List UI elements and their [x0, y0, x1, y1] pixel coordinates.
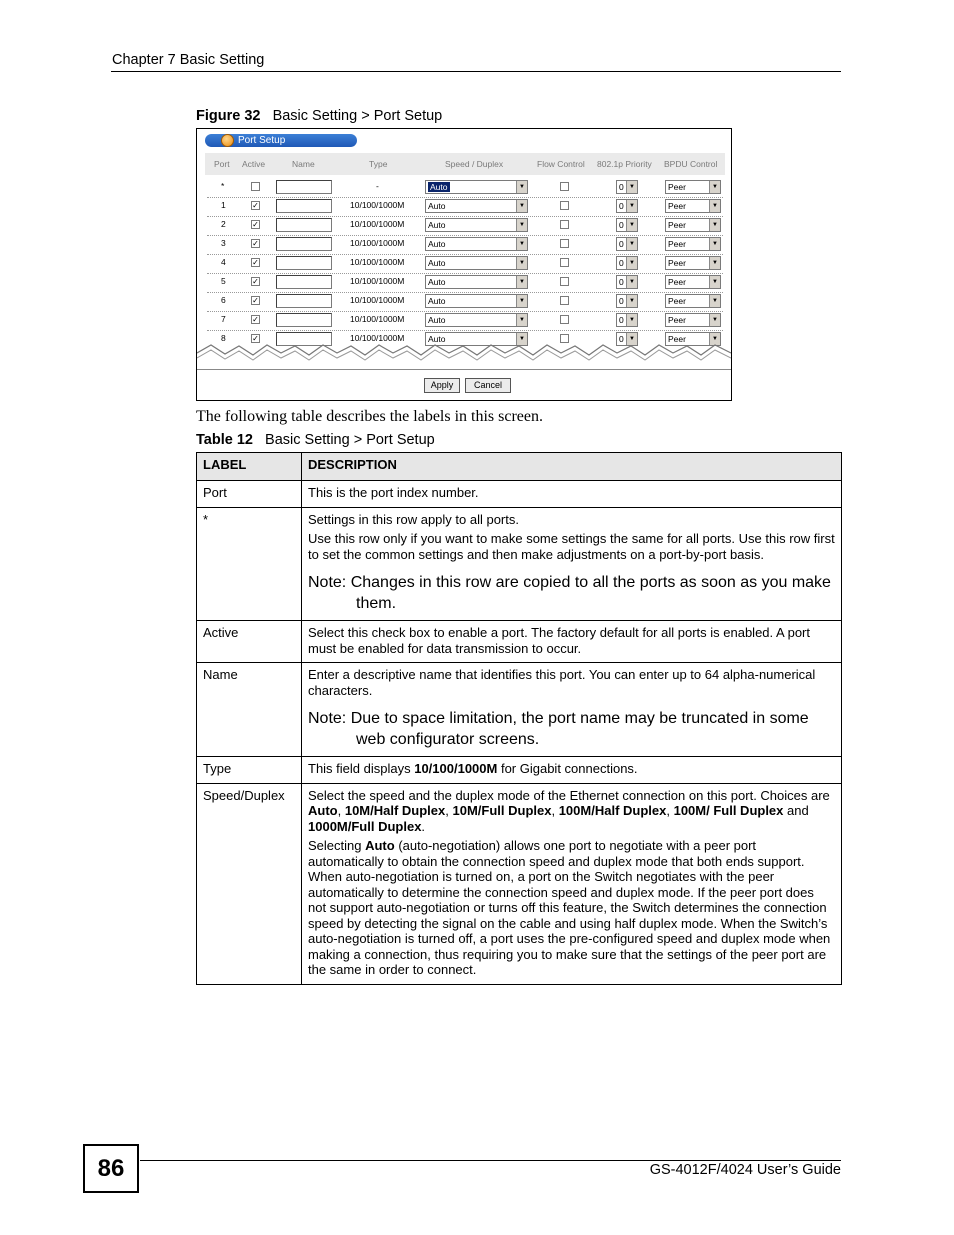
flow-control-checkbox[interactable] — [560, 182, 569, 191]
speed-duplex-select[interactable] — [425, 218, 528, 232]
active-checkbox[interactable]: ✓ — [252, 201, 259, 210]
desc-paragraph — [308, 838, 835, 978]
chevron-down-icon: ▼ — [709, 181, 720, 193]
port-row — [207, 273, 723, 293]
desc-text: , — [445, 803, 453, 818]
flow-control-checkbox[interactable] — [560, 277, 569, 286]
table-row — [197, 663, 842, 757]
guide-title: GS-4012F/4024 User’s Guide — [649, 1162, 841, 1178]
desc-bold: 10/100/1000M — [414, 761, 498, 776]
port-type: 10/100/1000M — [350, 276, 405, 286]
panel-title: Port Setup — [238, 135, 286, 146]
port-type: 10/100/1000M — [350, 238, 405, 248]
page-number: 86 — [83, 1144, 139, 1193]
row-description — [302, 663, 842, 757]
bpdu-value: Peer — [668, 277, 686, 287]
desc-paragraph: Settings in this row apply to all ports. — [308, 511, 519, 527]
chevron-down-icon: ▼ — [626, 333, 637, 345]
description-header: DESCRIPTION — [302, 453, 842, 481]
desc-bold: 10M/Full Duplex — [452, 803, 552, 818]
row-description — [302, 757, 842, 784]
speed-value: Auto — [428, 334, 446, 344]
table-title: Basic Setting > Port Setup — [265, 432, 435, 448]
bpdu-value: Peer — [668, 296, 686, 306]
speed-value: Auto — [428, 296, 446, 306]
chevron-down-icon: ▼ — [626, 276, 637, 288]
col-port: Port — [214, 159, 230, 169]
active-checkbox[interactable]: ✓ — [252, 315, 259, 324]
port-type: 10/100/1000M — [350, 314, 405, 324]
port-type: 10/100/1000M — [350, 219, 405, 229]
speed-value: Auto — [428, 315, 446, 325]
table-row — [197, 757, 842, 784]
col-priority: 802.1p Priority — [597, 159, 652, 169]
bpdu-select[interactable] — [665, 313, 721, 327]
bpdu-select[interactable] — [665, 180, 721, 194]
priority-value: 0 — [619, 182, 624, 192]
desc-text: and — [783, 803, 809, 818]
speed-duplex-select[interactable] — [425, 275, 528, 289]
row-label: Speed/Duplex — [197, 783, 302, 984]
port-name-input[interactable] — [276, 275, 332, 289]
port-row — [207, 197, 723, 217]
button-area-rule — [197, 369, 731, 370]
port-name-input[interactable] — [276, 180, 332, 194]
chevron-down-icon: ▼ — [709, 295, 720, 307]
chevron-down-icon: ▼ — [626, 181, 637, 193]
priority-value: 0 — [619, 239, 624, 249]
flow-control-checkbox[interactable] — [560, 201, 569, 210]
port-row — [207, 235, 723, 255]
desc-note: Note: Changes in this row are copied to all the ports as soon as you make them. — [308, 574, 831, 612]
chevron-down-icon: ▼ — [626, 238, 637, 250]
col-type: Type — [369, 159, 388, 169]
bpdu-select[interactable] — [665, 218, 721, 232]
active-checkbox[interactable]: ✓ — [252, 296, 259, 305]
col-active: Active — [242, 159, 266, 169]
port-name-input[interactable] — [276, 199, 332, 213]
desc-text: , — [666, 803, 674, 818]
desc-text: (auto-negotiation) allows one port to negotiate with a peer port automatically to obtain the connection speed and duplex mode that both ends support. When auto-negotiation is turned on, a port on the Switch negotiates with the peer automatically to determine the connection speed and duplex mode. If the peer port does not support auto-negotiation or turns off this feature, the Switch determines the connection speed by detecting the signal on the cable and using half duplex mode. When the Switch’s auto-negotiation is turned off, a port uses the pre-configured speed and duplex mode when making a connection, thus requiring you to make sure that the settings of the peer port are the same in order to connect. — [308, 838, 831, 977]
desc-bold: 10M/Half Duplex — [344, 803, 446, 818]
chevron-down-icon: ▼ — [516, 219, 527, 231]
speed-duplex-select[interactable] — [425, 313, 528, 327]
chevron-down-icon: ▼ — [516, 181, 527, 193]
panel-bullet-icon — [221, 134, 234, 147]
port-row — [207, 178, 723, 198]
speed-duplex-select[interactable] — [425, 237, 528, 251]
desc-text: Selecting — [308, 838, 366, 853]
table-row — [197, 507, 842, 621]
torn-edge — [197, 334, 731, 364]
port-index: 3 — [221, 238, 226, 248]
chevron-down-icon: ▼ — [516, 276, 527, 288]
desc-bold: Auto — [308, 803, 338, 818]
bpdu-value: Peer — [668, 220, 686, 230]
chevron-down-icon: ▼ — [709, 333, 720, 345]
bpdu-value: Peer — [668, 239, 686, 249]
footer-rule — [140, 1160, 841, 1161]
priority-value: 0 — [619, 258, 624, 268]
apply-button[interactable]: Apply — [424, 378, 460, 393]
speed-duplex-select[interactable] — [425, 180, 528, 194]
desc-note: Note: Due to space limitation, the port name may be truncated in some web configurator screens. — [308, 710, 809, 748]
port-index: 5 — [221, 276, 226, 286]
port-name-input[interactable] — [276, 237, 332, 251]
port-name-input[interactable] — [276, 218, 332, 232]
row-description: This is the port index number. — [302, 481, 842, 508]
port-row — [207, 216, 723, 236]
bpdu-select[interactable] — [665, 275, 721, 289]
priority-value: 0 — [619, 220, 624, 230]
chevron-down-icon: ▼ — [709, 219, 720, 231]
priority-select[interactable] — [616, 275, 638, 289]
active-checkbox[interactable] — [251, 182, 260, 191]
table-label: Table 12 — [196, 432, 253, 448]
active-checkbox[interactable]: ✓ — [252, 277, 259, 286]
col-flow-control: Flow Control — [537, 159, 585, 169]
port-type: 10/100/1000M — [350, 295, 405, 305]
port-table-header — [205, 153, 725, 175]
port-row — [207, 254, 723, 274]
row-label: * — [197, 507, 302, 621]
description-table — [196, 452, 842, 985]
port-name-input[interactable] — [276, 313, 332, 327]
table-row — [197, 783, 842, 984]
port-index: 1 — [221, 200, 226, 210]
desc-bold: Auto — [365, 838, 395, 853]
port-type: 10/100/1000M — [350, 200, 405, 210]
label-header: LABEL — [197, 453, 302, 481]
cancel-button[interactable]: Cancel — [465, 378, 511, 393]
port-name-input[interactable] — [276, 256, 332, 270]
active-checkbox[interactable]: ✓ — [252, 334, 259, 343]
desc-text: Select the speed and the duplex mode of the Ethernet connection on this port. Choices are — [308, 787, 830, 803]
priority-value: 0 — [619, 334, 624, 344]
port-row — [207, 292, 723, 312]
bpdu-select[interactable] — [665, 294, 721, 308]
speed-value: Auto — [430, 182, 448, 192]
row-description — [302, 507, 842, 621]
flow-control-checkbox[interactable] — [560, 239, 569, 248]
port-setup-screenshot — [196, 128, 732, 401]
chevron-down-icon: ▼ — [709, 200, 720, 212]
desc-bold: 1000M/Full Duplex — [308, 818, 422, 834]
port-row — [207, 311, 723, 331]
speed-value: Auto — [428, 258, 446, 268]
table-row — [197, 621, 842, 663]
speed-duplex-select[interactable] — [425, 256, 528, 270]
port-type: 10/100/1000M — [350, 333, 405, 343]
row-label: Active — [197, 621, 302, 663]
flow-control-checkbox[interactable] — [560, 296, 569, 305]
speed-value: Auto — [428, 201, 446, 211]
chevron-down-icon: ▼ — [626, 314, 637, 326]
priority-select[interactable] — [616, 218, 638, 232]
col-bpdu: BPDU Control — [664, 159, 718, 169]
figure-title: Basic Setting > Port Setup — [272, 108, 443, 124]
desc-text: for Gigabit connections. — [497, 761, 638, 776]
port-index: 2 — [221, 219, 226, 229]
table-caption — [196, 432, 435, 448]
chapter-header: Chapter 7 Basic Setting — [112, 52, 265, 68]
col-name: Name — [292, 159, 315, 169]
speed-value: Auto — [428, 277, 446, 287]
priority-value: 0 — [619, 201, 624, 211]
active-checkbox[interactable]: ✓ — [252, 220, 259, 229]
figure-caption — [196, 108, 442, 124]
priority-value: 0 — [619, 296, 624, 306]
desc-bold: 100M/Half Duplex — [558, 803, 667, 818]
bpdu-value: Peer — [668, 182, 686, 192]
priority-select[interactable] — [616, 199, 638, 213]
port-type: 10/100/1000M — [350, 257, 405, 267]
port-index: 6 — [221, 295, 226, 305]
bpdu-value: Peer — [668, 315, 686, 325]
row-label: Name — [197, 663, 302, 757]
port-type: - — [376, 181, 379, 191]
priority-select[interactable] — [616, 180, 638, 194]
chevron-down-icon: ▼ — [516, 238, 527, 250]
flow-control-checkbox[interactable] — [560, 220, 569, 229]
active-checkbox[interactable]: ✓ — [252, 258, 259, 267]
row-label: Port — [197, 481, 302, 508]
chevron-down-icon: ▼ — [626, 295, 637, 307]
speed-duplex-select[interactable] — [425, 199, 528, 213]
priority-select[interactable] — [616, 237, 638, 251]
table-header-row — [197, 453, 842, 481]
desc-text: , — [337, 803, 345, 818]
row-description — [302, 783, 842, 984]
flow-control-checkbox[interactable] — [560, 258, 569, 267]
row-label: Type — [197, 757, 302, 784]
priority-value: 0 — [619, 315, 624, 325]
chevron-down-icon: ▼ — [709, 238, 720, 250]
bpdu-value: Peer — [668, 334, 686, 344]
port-name-input[interactable] — [276, 294, 332, 308]
chevron-down-icon: ▼ — [516, 295, 527, 307]
intro-text: The following table describes the labels in this screen. — [196, 408, 544, 425]
desc-text: . — [421, 818, 426, 834]
speed-duplex-select[interactable] — [425, 294, 528, 308]
speed-value: Auto — [428, 239, 446, 249]
desc-text: , — [551, 803, 559, 818]
speed-value: Auto — [428, 220, 446, 230]
desc-paragraph: Use this row only if you want to make some settings the same for all ports. Use this row first to set the common settings and then make adjustments on a port-by-port basis. — [308, 531, 835, 562]
priority-select[interactable] — [616, 256, 638, 270]
desc-paragraph: Enter a descriptive name that identifies this port. You can enter up to 64 alpha-numerical characters. — [308, 667, 816, 698]
bpdu-select[interactable] — [665, 237, 721, 251]
port-index: 7 — [221, 314, 226, 324]
port-index: 4 — [221, 257, 226, 267]
figure-label: Figure 32 — [196, 108, 261, 124]
chevron-down-icon: ▼ — [516, 314, 527, 326]
bpdu-select[interactable] — [665, 199, 721, 213]
chevron-down-icon: ▼ — [626, 219, 637, 231]
chevron-down-icon: ▼ — [516, 333, 527, 345]
desc-bold: 100M/ Full Duplex — [673, 803, 784, 818]
port-index: * — [221, 181, 225, 191]
priority-value: 0 — [619, 277, 624, 287]
desc-text: This field displays — [308, 761, 415, 776]
header-rule — [111, 71, 841, 72]
active-checkbox[interactable]: ✓ — [252, 239, 259, 248]
chevron-down-icon: ▼ — [709, 257, 720, 269]
bpdu-value: Peer — [668, 201, 686, 211]
chevron-down-icon: ▼ — [626, 257, 637, 269]
bpdu-select[interactable] — [665, 256, 721, 270]
priority-select[interactable] — [616, 294, 638, 308]
port-index: 8 — [221, 333, 226, 343]
panel-title-bar — [205, 134, 357, 147]
flow-control-checkbox[interactable] — [560, 315, 569, 324]
table-row — [197, 481, 842, 508]
col-speed-duplex: Speed / Duplex — [445, 159, 504, 169]
chevron-down-icon: ▼ — [516, 257, 527, 269]
desc-paragraph — [308, 788, 835, 835]
bpdu-value: Peer — [668, 258, 686, 268]
chevron-down-icon: ▼ — [709, 276, 720, 288]
chevron-down-icon: ▼ — [709, 314, 720, 326]
chevron-down-icon: ▼ — [626, 200, 637, 212]
row-description: Select this check box to enable a port. The factory default for all ports is enabled. A port must be enabled for data transmission to occur. — [302, 621, 842, 663]
chevron-down-icon: ▼ — [516, 200, 527, 212]
priority-select[interactable] — [616, 313, 638, 327]
